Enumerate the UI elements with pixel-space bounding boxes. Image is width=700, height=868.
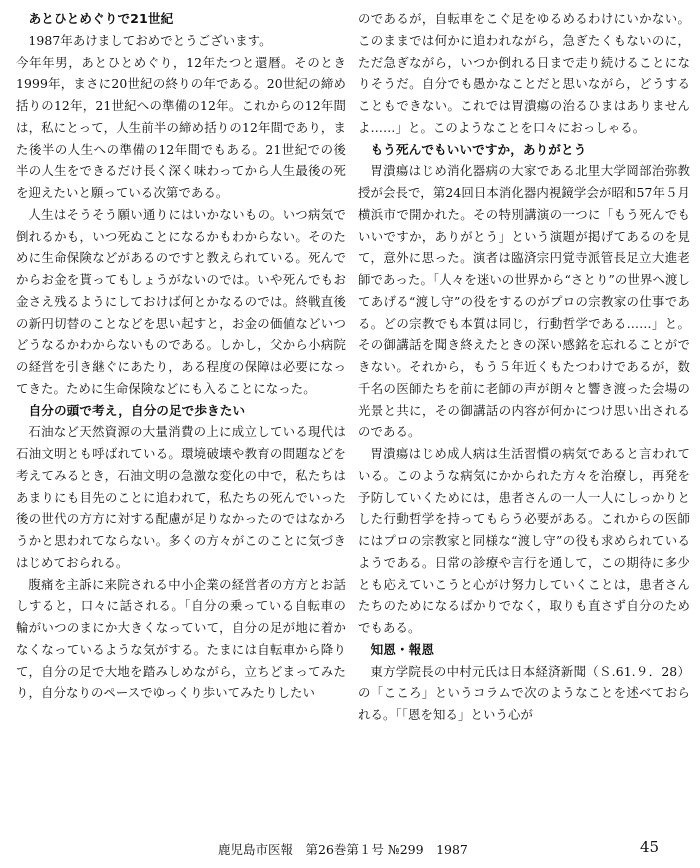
paragraph-life-insurance: 人生はそうそう願い通りにはいかないもの。いつ病気で倒れるかも，いつ死ぬことになるかもわからない。そのために生命保険などがあるのですと教えられている。死んでからお金を貰ってもしょうがないのでは。いや死んでもお金さえ残るようにしておけば何とかなるのでは。終戦直後の新円切替のことなどを思い起すと，お金の価値などいつどうなるかわからないものである。しかし，父から小病院の経営を引き継ぐにあたり，ある程度の保障は必要になってきた。ために生命保険などにも入ることになった。: [16, 206, 346, 396]
left-column: [16, 8, 346, 704]
publication-info: 鹿児島市医報 第26巻第１号 №299 1987: [218, 842, 468, 857]
right-column: [358, 8, 690, 726]
paragraph-lifestyle-disease: 胃潰瘍はじめ成人病は生活習慣の病気であると言われている。このような病気にかかられた方々を治療し，再発を予防していくためには，患者さんの一人一人にしっかりとした行動哲学を持ってもらう必要がある。これからの医師にはプロの宗教家と同様な“渡し守”の役も求められているようである。日常の診療や言行を通して，この期待に多少とも応えていこうと心がけ努力していくことは，患者さんたちのためになるばかりでなく，取りも直さず自分のためでもある。: [358, 446, 690, 635]
paragraph-bicycle: 腹痛を主訴に来院される中小企業の経営者の方方とお話しすると，口々に話される。「自分の乗っている自転車の輪がいつのまにか大きくなっていて，自分の足が地に着かなくなっているような気がする。たまには自転車から降りて，自分の足で大地を踏みしめながら，立ちどまってみたり，自分なりのペースでゆっくり歩いてみたりしたい: [16, 576, 346, 701]
paragraph-nakamura-hajime: 東方学院長の中村元氏は日本経済新聞（Ｓ.61.９．28）の「こころ」というコラムで次のようなことを述べておられる。「「恩を知る」という心が: [358, 663, 690, 722]
section-heading-own-feet: 自分の頭で考え，自分の足で歩きたい: [28, 402, 246, 418]
paragraph-bicycle-continued: のであるが，自転車をこぐ足をゆるめるわけにいかない。このままでは何かに追われながら，急ぎたくもないのに，ただ急ぎながら，いつか倒れる日まで走り続けることになりそうだ。自分でも愚かなことだと思いながら，どうすることもできない。これでは胃潰瘍の治るひまはありませんよ……」と。このようなことを口々におっしゃる。: [358, 11, 690, 135]
page-number: 45: [640, 838, 660, 856]
section-heading-21st-century: あとひとめぐりで21世紀: [28, 11, 174, 26]
paragraph-endoscopy-congress: 胃潰瘍はじめ消化器病の大家である北里大学岡部治弥教授が会長で，第24回日本消化器内視鏡学会が昭和57年５月横浜市で開かれた。その特別講演の一つに「もう死んでもいいですか，ありがとう」という演題が掲げてあるのを見て，意外に思った。演者は臨済宗円覚寺派管長足立大進老師であった。「人々を迷いの世界から“さとり”の世界へ渡してあげる“渡し守”の役をするのがプロの宗教家の仕事である。どの宗教でも本質は同じ，行動哲学である……」と。その御講話を聞き終えたときの深い感銘を忘れることができない。それから，もう５年近くもたつわけであるが，数千名の医師たちを前に老師の声が朗々と響き渡った会場の光景と共に，その御講話の内容が何かにつけ思い出されるのである。: [358, 163, 690, 440]
section-heading-gratitude: 知恩・報恩: [370, 641, 435, 657]
section-heading-thank-you: もう死んでもいいですか，ありがとう: [370, 141, 587, 157]
paragraph-year-of-birth: 今年年男，あとひとめぐり，12年たつと還暦。そのとき1999年，まさに20世紀の終りの年である。20世紀の締め括りの12年，21世紀への準備の12年。これからの12年間は，私にとって，人生前半の締め括りの12年間であり，また後半の人生への準備の12年間でもある。21世紀での後半の人生をできるだけ長く深く味わってから人生最後の死を迎えたいと願っている次第である。: [16, 54, 346, 200]
paragraph-oil-civilization: 石油など天然資源の大量消費の上に成立している現代は石油文明とも呼ばれている。環境破壊や教育の問題などを考えてみるとき，石油文明の急激な変化の中で，私たちはあまりにも目先のことに追われて，私たちの死んでいった後の世代の方方に対する配慮が足りなかったのではなかろうかと思われてならない。多くの方々がこのことに気づきはじめておられる。: [16, 424, 346, 570]
page-footer: [0, 838, 700, 860]
paragraph-new-year: 1987年あけましておめでとうございます。: [28, 32, 272, 48]
